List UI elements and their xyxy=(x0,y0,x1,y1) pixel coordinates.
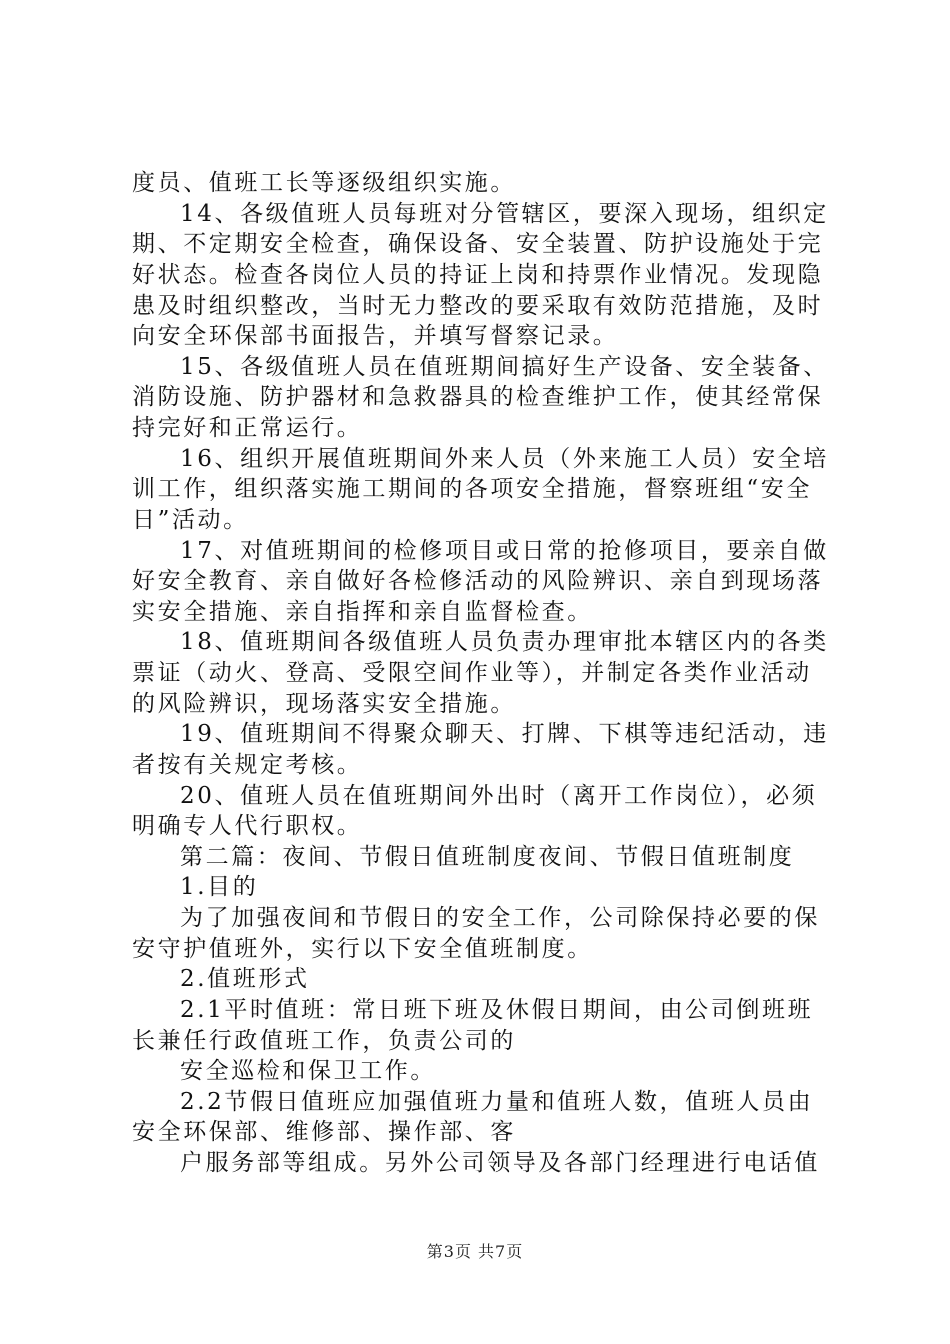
section-heading: 第二篇：夜间、节假日值班制度夜间、节假日值班制度 xyxy=(180,844,795,870)
text-line: 19、值班期间不得聚众聊天、打牌、下棋等违纪活动，违 xyxy=(180,721,829,747)
text-line: 期、不定期安全检查，确保设备、安全装置、防护设施处于完 xyxy=(132,231,824,257)
text-line: 14、各级值班人员每班对分管辖区，要深入现场，组织定 xyxy=(180,201,829,227)
text-line: 户服务部等组成。另外公司领导及各部门经理进行电话值 xyxy=(180,1150,820,1176)
section-heading: 1.目的 xyxy=(180,874,259,900)
section-heading: 2.值班形式 xyxy=(180,966,310,992)
text-line: 安全环保部、维修部、操作部、客 xyxy=(132,1119,516,1145)
text-line: 消防设施、防护器材和急救器具的检查维护工作，使其经常保 xyxy=(132,384,824,410)
text-line: 为了加强夜间和节假日的安全工作，公司除保持必要的保 xyxy=(180,905,820,931)
page-footer: 第3页 共7页 xyxy=(426,1242,524,1261)
text-line: 2.1平时值班：常日班下班及休假日期间，由公司倒班班 xyxy=(180,997,814,1023)
text-line: 20、值班人员在值班期间外出时（离开工作岗位），必须 xyxy=(180,783,818,809)
text-line: 18、值班期间各级值班人员负责办理审批本辖区内的各类 xyxy=(180,629,829,655)
text-line: 好安全教育、亲自做好各检修活动的风险辨识、亲自到现场落 xyxy=(132,568,824,594)
text-line: 票证（动火、登高、受限空间作业等），并制定各类作业活动 xyxy=(132,660,812,686)
text-line: 持完好和正常运行。 xyxy=(132,415,363,441)
text-line: 实安全措施、亲自指挥和亲自监督检查。 xyxy=(132,599,593,625)
text-line: 明确专人代行职权。 xyxy=(132,813,363,839)
text-line: 向安全环保部书面报告，并填写督察记录。 xyxy=(132,323,619,349)
text-line: 者按有关规定考核。 xyxy=(132,752,363,778)
text-line: 安全巡检和保卫工作。 xyxy=(180,1058,436,1084)
text-line: 日”活动。 xyxy=(132,507,249,533)
text-line: 15、各级值班人员在值班期间搞好生产设备、安全装备、 xyxy=(180,354,829,380)
text-line: 2.2节假日值班应加强值班力量和值班人数，值班人员由 xyxy=(180,1089,814,1115)
text-line: 患及时组织整改，当时无力整改的要采取有效防范措施，及时 xyxy=(132,293,824,319)
text-line: 17、对值班期间的检修项目或日常的抢修项目，要亲自做 xyxy=(180,538,829,564)
text-line: 度员、值班工长等逐级组织实施。 xyxy=(132,170,516,196)
text-line: 16、组织开展值班期间外来人员（外来施工人员）安全培 xyxy=(180,446,829,472)
text-line: 安守护值班外，实行以下安全值班制度。 xyxy=(132,936,593,962)
text-line: 长兼任行政值班工作，负责公司的 xyxy=(132,1028,516,1054)
text-line: 的风险辨识，现场落实安全措施。 xyxy=(132,691,516,717)
text-line: 好状态。检查各岗位人员的持证上岗和持票作业情况。发现隐 xyxy=(132,262,824,288)
text-line: 训工作，组织落实施工期间的各项安全措施，督察班组“安全 xyxy=(132,476,812,502)
